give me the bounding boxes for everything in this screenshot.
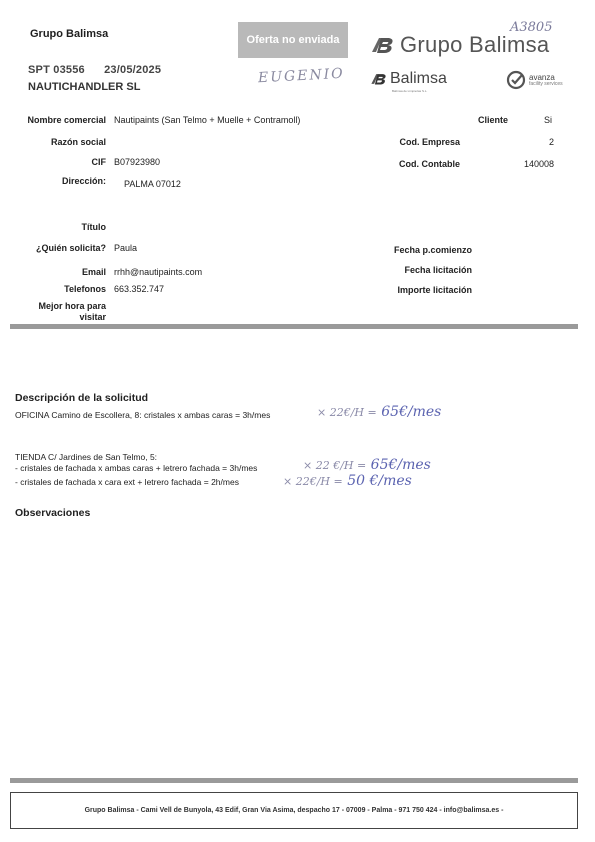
oficina-handwritten-note [317,404,441,420]
footer-text: Grupo Balimsa - Cami Vell de Bunyola, 43 Edif, Gran Via Asima, despacho 17 - 07009 - Palma - 971 750 424 - info@balimsa.es - [84,807,504,814]
label-mejor-hora [10,301,106,323]
balimsa-b-icon [370,34,396,56]
logo-subtext: Balimsa de Limpiezas S.L. [392,89,428,93]
logo-text: Grupo Balimsa [400,32,550,57]
label-fecha-licitacion: Fecha licitación [404,265,472,275]
value-email: rrhh@nautipaints.com [114,267,203,277]
status-badge: Oferta no enviada [238,22,348,58]
tienda-line-1: - cristales de fachada x ambas caras + letrero fachada = 3h/mes [15,463,258,473]
tienda-title: TIENDA C/ Jardines de San Telmo, 5: [15,452,158,462]
descripcion-title: Descripción de la solicitud [15,392,149,404]
label-razon-social: Razón social [50,137,106,147]
avanza-sub: facility services [529,80,563,87]
value-cod-contable: 140008 [523,159,554,169]
label-cif: CIF [91,157,106,167]
handwritten-code: A3805 [510,20,553,35]
logo-text: Balimsa [390,70,447,87]
value-telefonos: 663.352.747 [114,284,165,294]
label-direccion: Dirección: [61,176,106,186]
section-divider-top [10,324,578,329]
label-email: Email [81,267,106,277]
avanza-check-icon [506,70,526,90]
request-date: 23/05/2025 [104,64,162,76]
tienda-line-2: - cristales de fachada x cara ext + letrero fachada = 2h/mes [15,477,239,487]
section-divider-bottom [10,778,578,783]
label-titulo: Título [81,222,106,232]
client-name: NAUTICHANDLER SL [28,81,141,93]
tienda-note2-total: 50 €/mes [347,473,412,489]
value-nombre-comercial: Nautipaints (San Telmo + Muelle + Contramoll) [114,115,301,125]
spt-code: SPT 03556 [28,64,85,76]
oficina-line: OFICINA Camino de Escollera, 8: cristales x ambas caras = 3h/mes [15,410,271,420]
observaciones-title: Observaciones [15,507,91,519]
balimsa-logo [370,70,447,93]
tienda-note1-rate: × 22 €/H = [303,459,367,472]
label-mejor-hora-line2: visitar [79,312,106,322]
oficina-note-total: 65€/mes [381,404,442,420]
company-name: Grupo Balimsa [30,28,109,40]
label-mejor-hora-line1: Mejor hora para [38,301,106,311]
avanza-name: avanza [529,72,555,82]
footer [10,792,578,829]
value-quien-solicita: Paula [114,243,138,253]
tienda-note1-total: 65€/mes [370,457,431,473]
avanza-text [529,74,563,87]
label-fecha-comienzo: Fecha p.comienzo [393,245,472,255]
request-reference [28,64,177,76]
tienda-handwritten-note-2 [283,473,412,489]
avanza-logo [506,70,563,90]
tienda-handwritten-note-1 [303,457,431,473]
value-cod-empresa: 2 [548,137,554,147]
label-quien-solicita: ¿Quién solicita? [35,243,106,253]
balimsa-b-small-icon [370,71,388,87]
tienda-note2-rate: × 22€/H = [283,475,343,488]
label-cod-empresa: Cod. Empresa [399,137,460,147]
value-cliente: Si [544,115,553,125]
value-cif: B07923980 [114,157,161,167]
handwritten-name: EUGENIO [257,65,346,87]
grupo-balimsa-logo [370,32,549,58]
label-nombre-comercial: Nombre comercial [27,115,106,125]
label-telefonos: Telefonos [64,284,106,294]
oficina-note-rate: × 22€/H = [317,406,377,419]
value-direccion: PALMA 07012 [124,179,181,189]
label-cliente: Cliente [477,115,508,125]
label-importe-licitacion: Importe licitación [397,285,472,295]
label-cod-contable: Cod. Contable [399,159,460,169]
